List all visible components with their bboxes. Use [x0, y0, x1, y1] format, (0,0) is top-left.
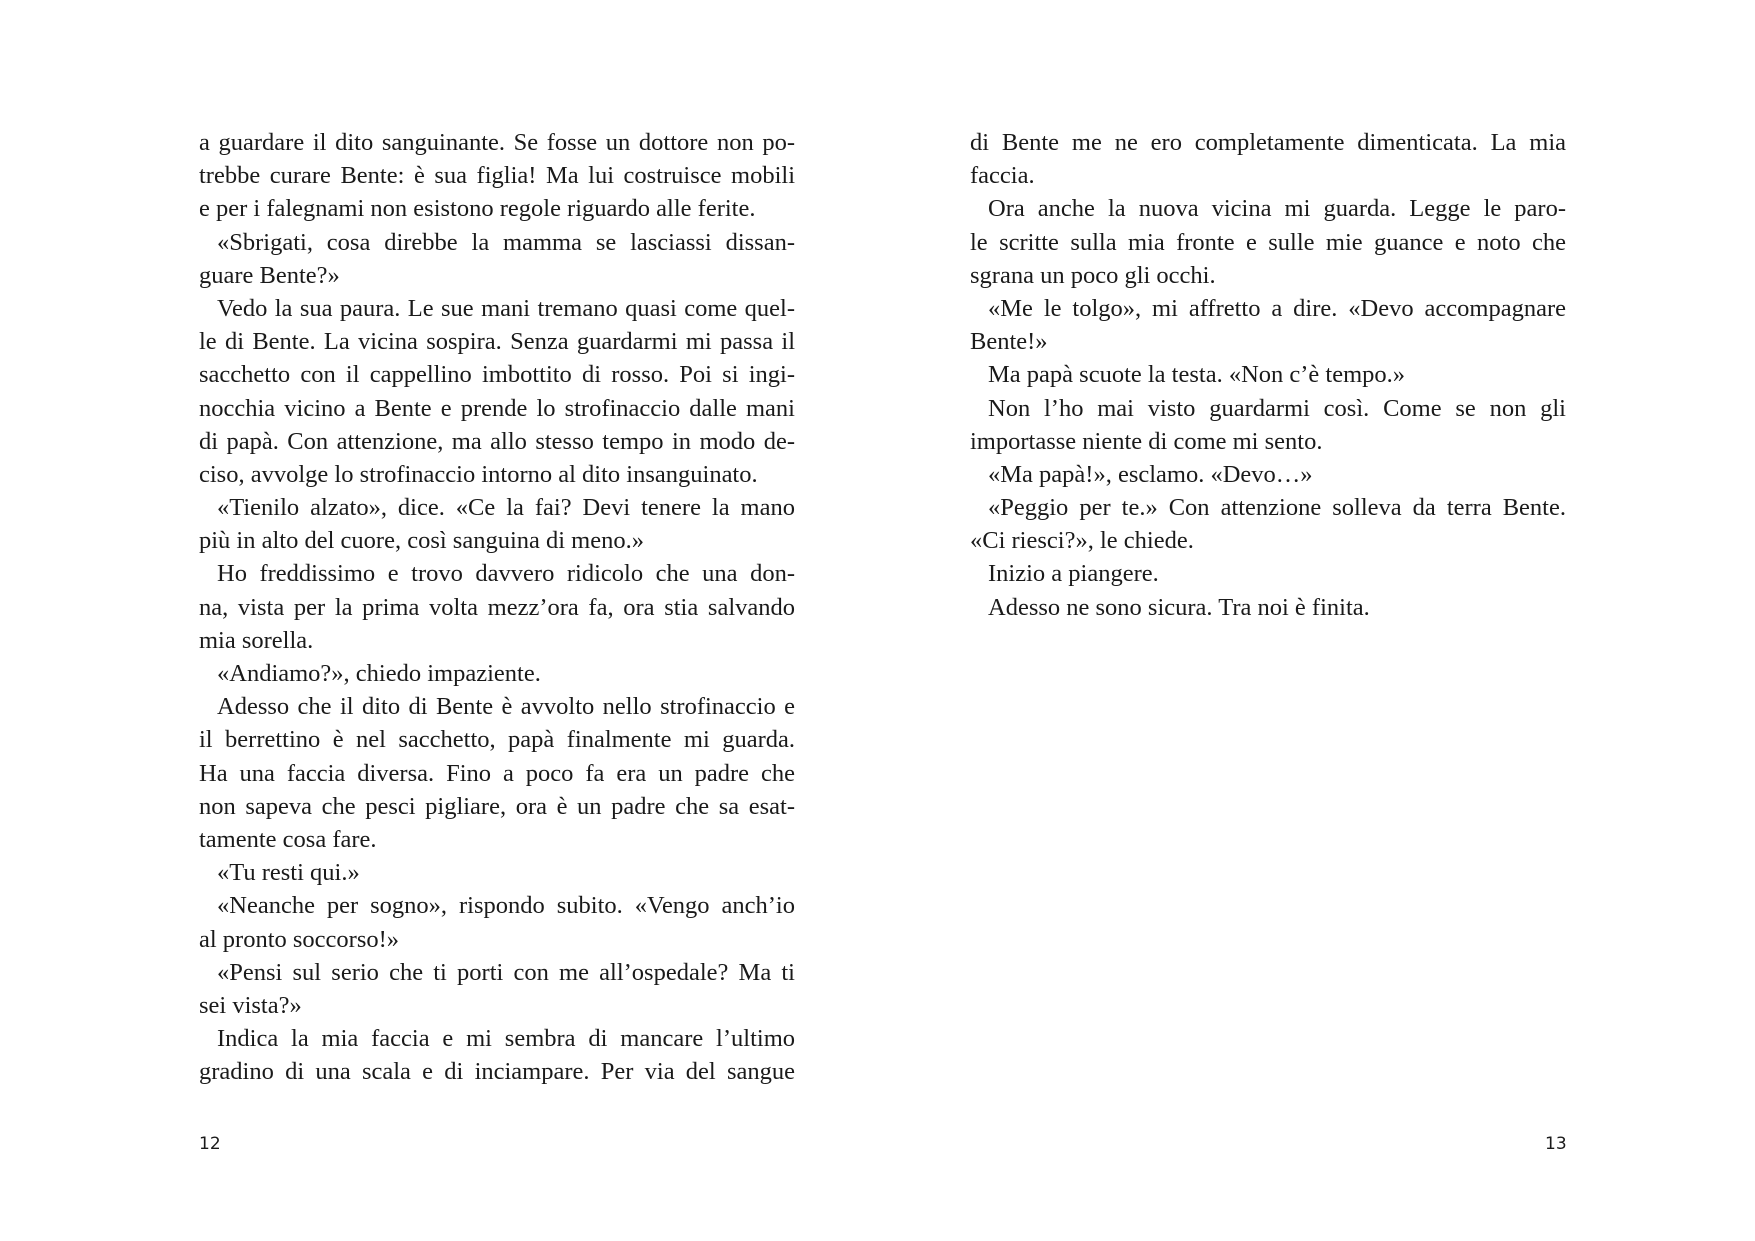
text-line: «Andiamo?», chiedo impaziente. — [217, 660, 541, 687]
right-page — [970, 126, 1566, 624]
text-line: le scritte sulla mia fronte e sulle mie guance e noto che — [970, 228, 1566, 256]
text-line: tamente cosa fare. — [199, 825, 377, 853]
text-line: sgrana un poco gli occhi. — [970, 261, 1216, 289]
right-page-text — [970, 126, 1566, 624]
text-line: Non l’ho mai visto guardarmi così. Come se non gli — [988, 394, 1566, 422]
text-line: gradino di una scala e di inciampare. Per via del sangue — [199, 1058, 795, 1086]
text-line: «Neanche per sogno», rispondo subito. «Vengo anch’io — [217, 892, 795, 920]
text-line: Ora anche la nuova vicina mi guarda. Legge le paro- — [988, 195, 1566, 223]
text-line: Indica la mia faccia e mi sembra di mancare l’ultimo — [217, 1025, 795, 1053]
text-line: di Bente me ne ero completamente dimenticata. La mia — [970, 129, 1566, 156]
page-number-left: 12 — [199, 1134, 221, 1154]
text-line: «Ci riesci?», le chiede. — [970, 527, 1194, 555]
text-line: faccia. — [970, 162, 1035, 190]
text-line: «Me le tolgo», mi affretto a dire. «Devo accompagnare — [988, 294, 1566, 322]
text-line: Ma papà scuote la testa. «Non c’è tempo.» — [988, 361, 1406, 389]
page-number-right: 13 — [1545, 1134, 1567, 1154]
text-line: al pronto soccorso!» — [199, 925, 400, 953]
text-line: guare Bente?» — [199, 261, 340, 289]
text-line: importasse niente di come mi sento. — [970, 427, 1323, 455]
text-line: «Pensi sul serio che ti porti con me all’ospedale? Ma ti — [217, 958, 795, 986]
text-line: Ha una faccia diversa. Fino a poco fa era un padre che — [199, 759, 795, 787]
text-line: più in alto del cuore, così sanguina di meno.» — [199, 527, 644, 555]
text-line: «Sbrigati, cosa direbbe la mamma se lasciassi dissan- — [217, 228, 795, 256]
text-line: mia sorella. — [199, 626, 314, 654]
text-line: non sapeva che pesci pigliare, ora è un padre che sa esat- — [199, 792, 795, 820]
text-line: na, vista per la prima volta mezz’ora fa, ora stia salvando — [199, 593, 795, 621]
text-line: nocchia vicino a Bente e prende lo strofinaccio dalle mani — [199, 394, 795, 422]
text-line: Vedo la sua paura. Le sue mani tremano quasi come quel- — [217, 294, 795, 322]
text-line: Adesso ne sono sicura. Tra noi è finita. — [988, 593, 1370, 621]
text-line: le di Bente. La vicina sospira. Senza guardarmi mi passa il — [199, 328, 795, 356]
left-page — [199, 126, 795, 1088]
text-line: sacchetto con il cappellino imbottito di rosso. Poi si ingi- — [199, 361, 795, 389]
text-line: trebbe curare Bente: è sua figlia! Ma lui costruisce mobili — [199, 162, 795, 190]
text-line: a guardare il dito sanguinante. Se fosse un dottore non po- — [199, 129, 795, 156]
text-line: Adesso che il dito di Bente è avvolto nello strofinaccio e — [217, 693, 795, 721]
text-line: «Ma papà!», esclamo. «Devo…» — [988, 460, 1313, 488]
text-line: il berrettino è nel sacchetto, papà finalmente mi guarda. — [199, 726, 795, 754]
text-line: «Tienilo alzato», dice. «Ce la fai? Devi tenere la mano — [217, 494, 795, 522]
left-page-text — [199, 126, 795, 1088]
text-line: Inizio a piangere. — [988, 560, 1159, 588]
text-line: ciso, avvolge lo strofinaccio intorno al dito insanguinato. — [199, 460, 758, 488]
text-line: Bente!» — [970, 328, 1048, 356]
text-line: di papà. Con attenzione, ma allo stesso tempo in modo de- — [199, 427, 795, 455]
text-line: sei vista?» — [199, 991, 302, 1019]
text-line: e per i falegnami non esistono regole riguardo alle ferite. — [199, 195, 756, 223]
text-line: «Tu resti qui.» — [217, 859, 360, 887]
text-line: Ho freddissimo e trovo davvero ridicolo che una don- — [217, 560, 795, 588]
text-line: «Peggio per te.» Con attenzione solleva da terra Bente. — [988, 494, 1566, 522]
